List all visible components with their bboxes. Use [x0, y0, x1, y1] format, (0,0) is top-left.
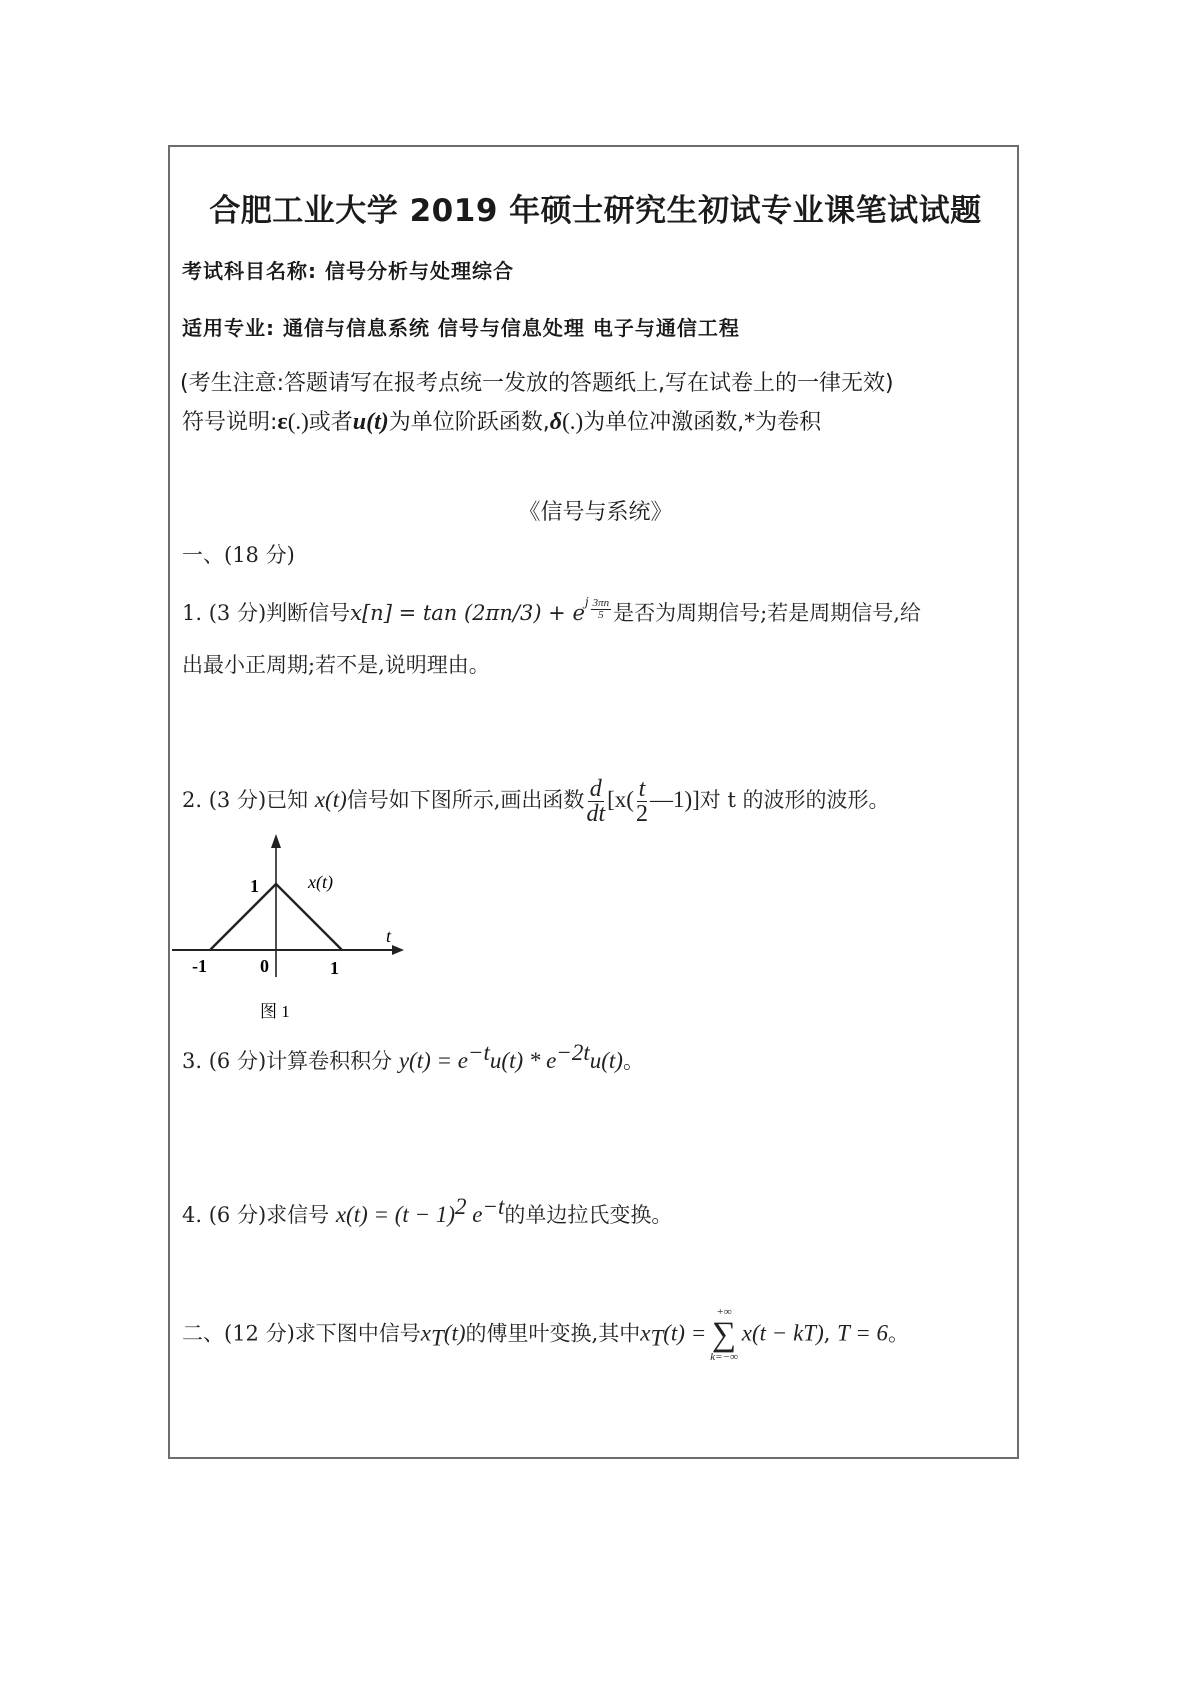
- q4-formula-a: x(t) = (t − 1): [335, 1202, 455, 1227]
- subject-line: [182, 255, 514, 284]
- q4-prefix: 4. (6 分)求信号: [182, 1203, 330, 1227]
- majors-label: 适用专业:: [182, 316, 275, 340]
- s2-middle: 的傅里叶变换,其中: [465, 1321, 641, 1346]
- summation: [710, 1307, 738, 1363]
- t-axis-arrow-icon: [392, 945, 404, 955]
- question-1: [182, 595, 921, 627]
- question-2: [182, 777, 890, 826]
- exam-page-frame: [168, 145, 1019, 1459]
- question-4: [182, 1194, 673, 1229]
- q3-prefix: 3. (6 分)计算卷积积分: [182, 1049, 393, 1073]
- s2-xT2: x: [640, 1320, 651, 1346]
- symbol-legend: [182, 405, 821, 436]
- q2-two: 2: [635, 801, 648, 827]
- q1-exp-numerator: 3πn: [592, 597, 610, 609]
- q2-bracket-open: [x(: [607, 787, 634, 812]
- q4-formula-b: e: [466, 1202, 483, 1227]
- candidate-notice: (考生注意:答题请写在报考点统一发放的答题纸上,写在试卷上的一律无效): [180, 371, 894, 396]
- s2-sub-T: T: [431, 1325, 444, 1351]
- sum-sign: ∑: [711, 1316, 737, 1353]
- q4-suffix: 的单边拉氏变换。: [504, 1203, 673, 1227]
- q2-derivative-fraction: [586, 777, 605, 826]
- q2-middle: 信号如下图所示,画出函数: [346, 788, 585, 812]
- tick-label-0: 0: [260, 956, 269, 976]
- q1-exponent-fraction: [591, 598, 612, 621]
- q4-square: 2: [455, 1194, 467, 1219]
- t-axis-label: t: [386, 926, 392, 946]
- s2-sub-T2: T: [650, 1325, 664, 1351]
- question-3: [182, 1040, 644, 1075]
- peak-label: 1: [250, 876, 259, 896]
- q2-suffix: 对 t 的波形的波形。: [699, 788, 890, 812]
- q2-dt: dt: [586, 801, 606, 827]
- q3-exp2: −2t: [556, 1040, 590, 1065]
- s2-end: 。: [888, 1321, 910, 1346]
- sum-upper: +∞: [716, 1306, 732, 1318]
- y-axis-arrow-icon: [271, 834, 281, 848]
- delta-symbol: δ: [549, 409, 563, 435]
- q1-prefix: 1. (3 分)判断信号: [182, 601, 351, 625]
- q3-formula-lhs: y(t) = e: [398, 1048, 468, 1073]
- symbol-label: 符号说明:: [182, 410, 278, 435]
- s2-t-paren2: (t) =: [663, 1320, 707, 1346]
- q1-suffix: 是否为周期信号;若是周期信号,给: [613, 601, 921, 625]
- exam-title: 合肥工业大学 2019 年硕士研究生初试专业课笔试试题: [209, 193, 982, 229]
- sum-lower: k=−∞: [710, 1351, 738, 1363]
- tick-label-neg1: -1: [192, 956, 207, 976]
- tick-label-1: 1: [330, 958, 339, 978]
- subject-value: 信号分析与处理综合: [324, 259, 514, 283]
- epsilon-symbol: ε: [277, 409, 288, 435]
- q2-d: d: [589, 776, 602, 802]
- or-text: 或者: [308, 410, 353, 435]
- q3-u1: u(t) * e: [489, 1048, 557, 1073]
- q2-t: t: [638, 776, 646, 802]
- impulse-description: 为单位冲激函数,: [583, 410, 745, 435]
- majors-value: 通信与信息系统 信号与信息处理 电子与通信工程: [282, 316, 740, 340]
- q4-exp: −t: [482, 1194, 505, 1219]
- unit-step-symbol: u(t): [352, 409, 389, 435]
- majors-line: [182, 312, 740, 341]
- s2-summand: x(t − kT): [741, 1320, 824, 1346]
- s2-t-paren: (t): [443, 1320, 466, 1346]
- q3-u2: u(t): [589, 1048, 623, 1073]
- q1-exp-j: j: [584, 595, 589, 609]
- section-one-heading: 一、(18 分): [182, 543, 295, 567]
- q1-formula: x[n] = tan (2πn/3) + e: [350, 601, 585, 625]
- q2-bracket-close: —1)]: [649, 787, 700, 812]
- s2-prefix: 二、(12 分)求下图中信号: [182, 1321, 421, 1346]
- question-1-line2: 出最小正周期;若不是,说明理由。: [182, 653, 490, 677]
- s2-sep: ,: [823, 1321, 831, 1346]
- figure-1-plot: [170, 832, 410, 1022]
- delta-arg: (.): [562, 409, 584, 434]
- s2-xT: x: [420, 1320, 432, 1346]
- section-two-question: [182, 1307, 909, 1363]
- q2-prefix: 2. (3 分)已知: [182, 788, 309, 812]
- epsilon-arg: (.): [287, 409, 309, 434]
- subject-label: 考试科目名称:: [182, 259, 317, 283]
- q3-exp1: −t: [467, 1040, 490, 1065]
- s2-period: T = 6: [837, 1320, 889, 1346]
- figure-caption: 图 1: [260, 1002, 290, 1021]
- q2-t-over-2: [636, 777, 648, 826]
- q3-end: 。: [622, 1049, 644, 1073]
- q2-signal: x(t): [314, 787, 347, 812]
- signal-label: x(t): [308, 872, 333, 892]
- step-description: 为单位阶跃函数,: [388, 410, 550, 435]
- q1-exp-denominator: 5: [598, 609, 604, 621]
- book-title: 《信号与系统》: [518, 500, 673, 525]
- convolution-description: *为卷积: [744, 410, 822, 435]
